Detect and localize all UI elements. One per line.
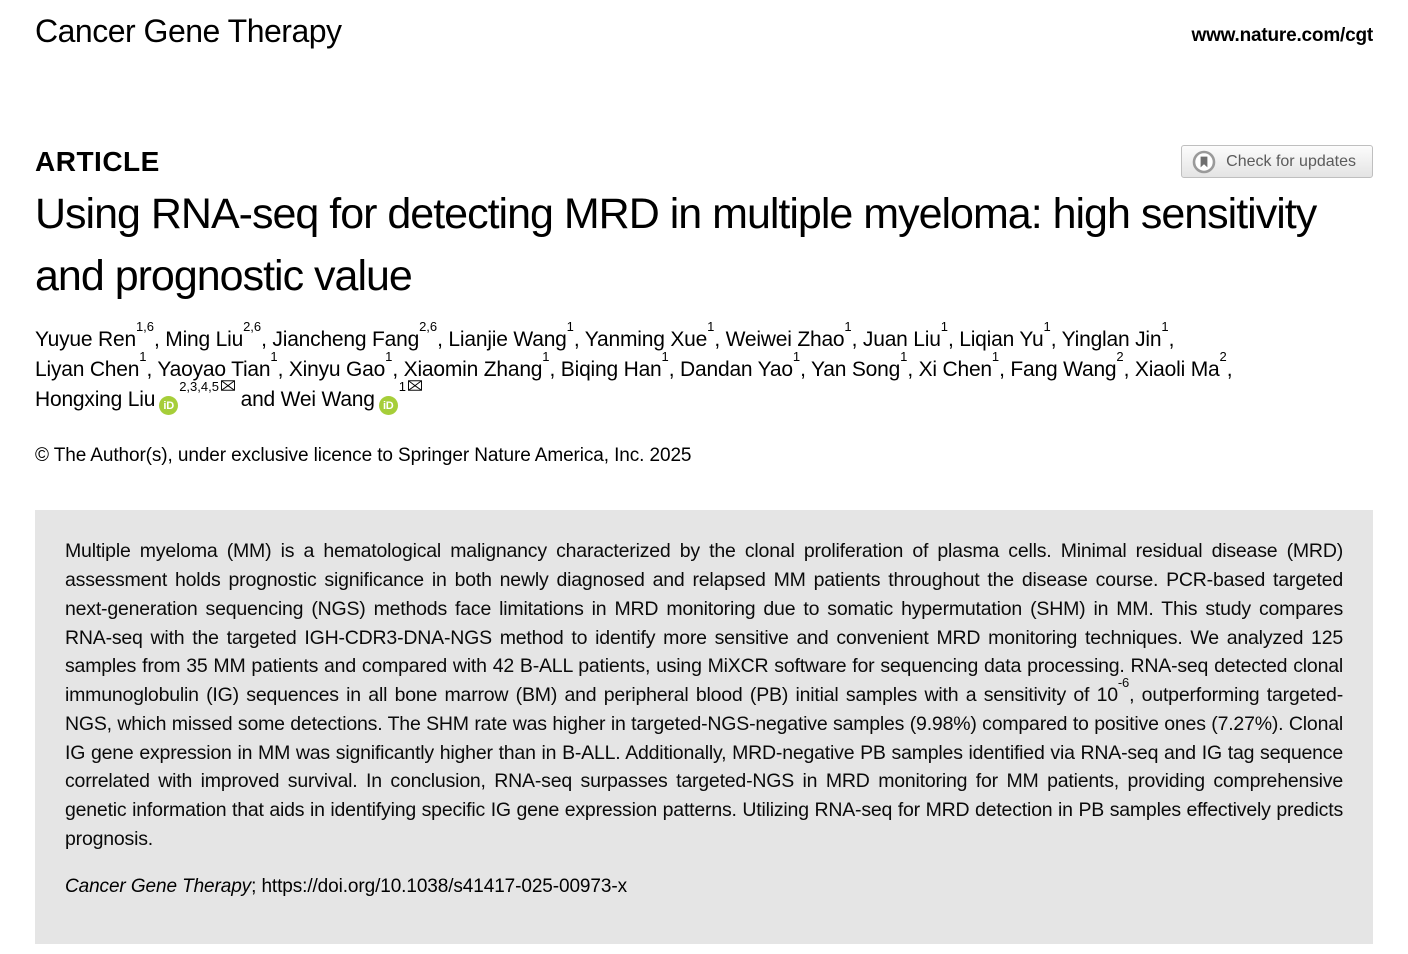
text-segment: , Yinglan Jin — [1050, 327, 1162, 351]
superscript-affiliation: 1 — [542, 348, 550, 364]
text-segment: , Yanming Xue — [573, 327, 708, 351]
author-list — [35, 318, 1373, 416]
superscript-affiliation: 1 — [844, 318, 852, 334]
bookmark-circle-icon — [1192, 150, 1216, 174]
copyright-line: © The Author(s), under exclusive licence to Springer Nature America, Inc. 2025 — [35, 445, 692, 467]
text-segment: , — [1168, 327, 1175, 351]
superscript-affiliation: 1,6 — [135, 318, 155, 334]
superscript-affiliation: 1 — [940, 318, 948, 334]
superscript-affiliation: 1 — [270, 348, 278, 364]
superscript-affiliation: 2,6 — [243, 318, 262, 334]
superscript-affiliation: 2 — [1219, 348, 1227, 364]
text-segment: , Biqing Han — [549, 357, 662, 381]
text-segment: , Xi Chen — [907, 357, 992, 381]
superscript-affiliation: 1 — [566, 318, 574, 334]
citation-line — [65, 876, 1343, 898]
abstract-text — [65, 537, 1343, 853]
superscript-affiliation: 1 — [900, 348, 908, 364]
text-segment: , — [1226, 357, 1233, 381]
text-segment: Yuyue Ren — [35, 327, 136, 351]
orcid-icon[interactable]: iD — [379, 396, 398, 415]
text-segment: , Juan Liu — [851, 327, 941, 351]
superscript-affiliation: 1 — [1043, 318, 1051, 334]
article-kicker: ARTICLE — [35, 145, 160, 177]
superscript-affiliation: 1 — [991, 348, 1000, 364]
author-line — [35, 378, 1373, 416]
text-segment: , Lianjie Wang — [437, 327, 567, 351]
orcid-icon[interactable]: iD — [159, 396, 178, 415]
superscript-affiliation: 1 — [1161, 318, 1169, 334]
text-segment: , Jiancheng Fang — [261, 327, 420, 351]
journal-name: Cancer Gene Therapy — [35, 13, 342, 49]
envelope-icon[interactable] — [408, 379, 422, 394]
article-title: Using RNA-seq for detecting MRD in multiple myeloma: high sensitivity and prognostic value — [35, 190, 1317, 300]
superscript-affiliation: 1 — [707, 318, 715, 334]
author-line — [35, 318, 1373, 355]
citation-journal: Cancer Gene Therapy — [65, 875, 252, 897]
text-segment: and Wei Wang — [234, 387, 375, 411]
superscript-affiliation: 1 — [139, 348, 147, 364]
text-segment: , Weiwei Zhao — [714, 327, 845, 351]
text-segment: , Xinyu Gao — [277, 357, 386, 381]
superscript-affiliation: -6 — [1117, 675, 1130, 691]
text-segment: , Liqian Yu — [947, 327, 1044, 351]
superscript-affiliation: 2 — [1116, 348, 1124, 364]
text-segment: , Dandan Yao — [668, 357, 793, 381]
superscript-affiliation: 1 — [385, 348, 393, 364]
superscript-affiliation: 2,6 — [419, 318, 438, 334]
envelope-icon[interactable] — [221, 379, 235, 394]
text-segment: , Yaoyao Tian — [146, 357, 271, 381]
superscript-affiliation: 1 — [792, 348, 801, 364]
check-for-updates-button[interactable] — [1181, 145, 1373, 178]
text-segment: Liyan Chen — [35, 357, 140, 381]
text-segment: , Xiaoli Ma — [1123, 357, 1220, 381]
superscript-affiliation: 1 — [398, 378, 406, 394]
journal-header — [35, 0, 1373, 50]
superscript-affiliation: 2,3,4,5 — [179, 378, 219, 394]
abstract-box — [35, 510, 1373, 944]
text-segment: , Fang Wang — [999, 357, 1117, 381]
text-segment: Hongxing Liu — [35, 387, 156, 411]
text-segment: Multiple myeloma (MM) is a hematological malignancy characterized by the clonal proliferation of plasma cells. Minimal residual disease (MRD) assessment holds prognostic significance in both newly diagnosed and relapsed MM patients throughout the disease course. PCR-based targeted next-generation sequencing (NGS) methods face limitations in MRD monitoring due to somatic hypermutation (SHM) in MM. This study compares RNA-seq with the targeted IGH-CDR3-DNA-NGS method to identify more sensitive and convenient MRD monitoring techniques. We analyzed 125 samples from 35 MM patients and compared with 42 B-ALL patients, using MiXCR software for sequencing data processing. RNA-seq detected clonal immunoglobulin (IG) sequences in all bone marrow (BM) and peripheral blood (PB) initial samples with a sensitivity of 10 — [65, 540, 1343, 707]
text-segment: , Ming Liu — [154, 327, 244, 351]
text-segment: , outperforming targeted-NGS, which missed some detections. The SHM rate was higher in targeted-NGS-negative samples (9.98%) compared to positive ones (7.27%). Clonal IG gene expression in MM was significantly higher than in B-ALL. Additionally, MRD-negative PB samples identified via RNA-seq and IG tag sequence correlated with improved survival. In conclusion, RNA-seq surpasses targeted-NGS in MRD monitoring for MM patients, providing comprehensive genetic information that aids in identifying specific IG gene expression patterns. Utilizing RNA-seq for MRD detection in PB samples effectively predicts prognosis. — [65, 684, 1343, 850]
superscript-affiliation: 1 — [661, 348, 669, 364]
text-segment: , Xiaomin Zhang — [392, 357, 543, 381]
text-segment: , Yan Song — [800, 357, 901, 381]
citation-doi-link[interactable]: ; https://doi.org/10.1038/s41417-025-00973-x — [251, 875, 627, 897]
check-for-updates-label: Check for updates — [1226, 152, 1356, 170]
author-line — [35, 348, 1373, 385]
kicker-row — [35, 145, 1373, 178]
journal-url-link[interactable]: www.nature.com/cgt — [1191, 25, 1373, 46]
